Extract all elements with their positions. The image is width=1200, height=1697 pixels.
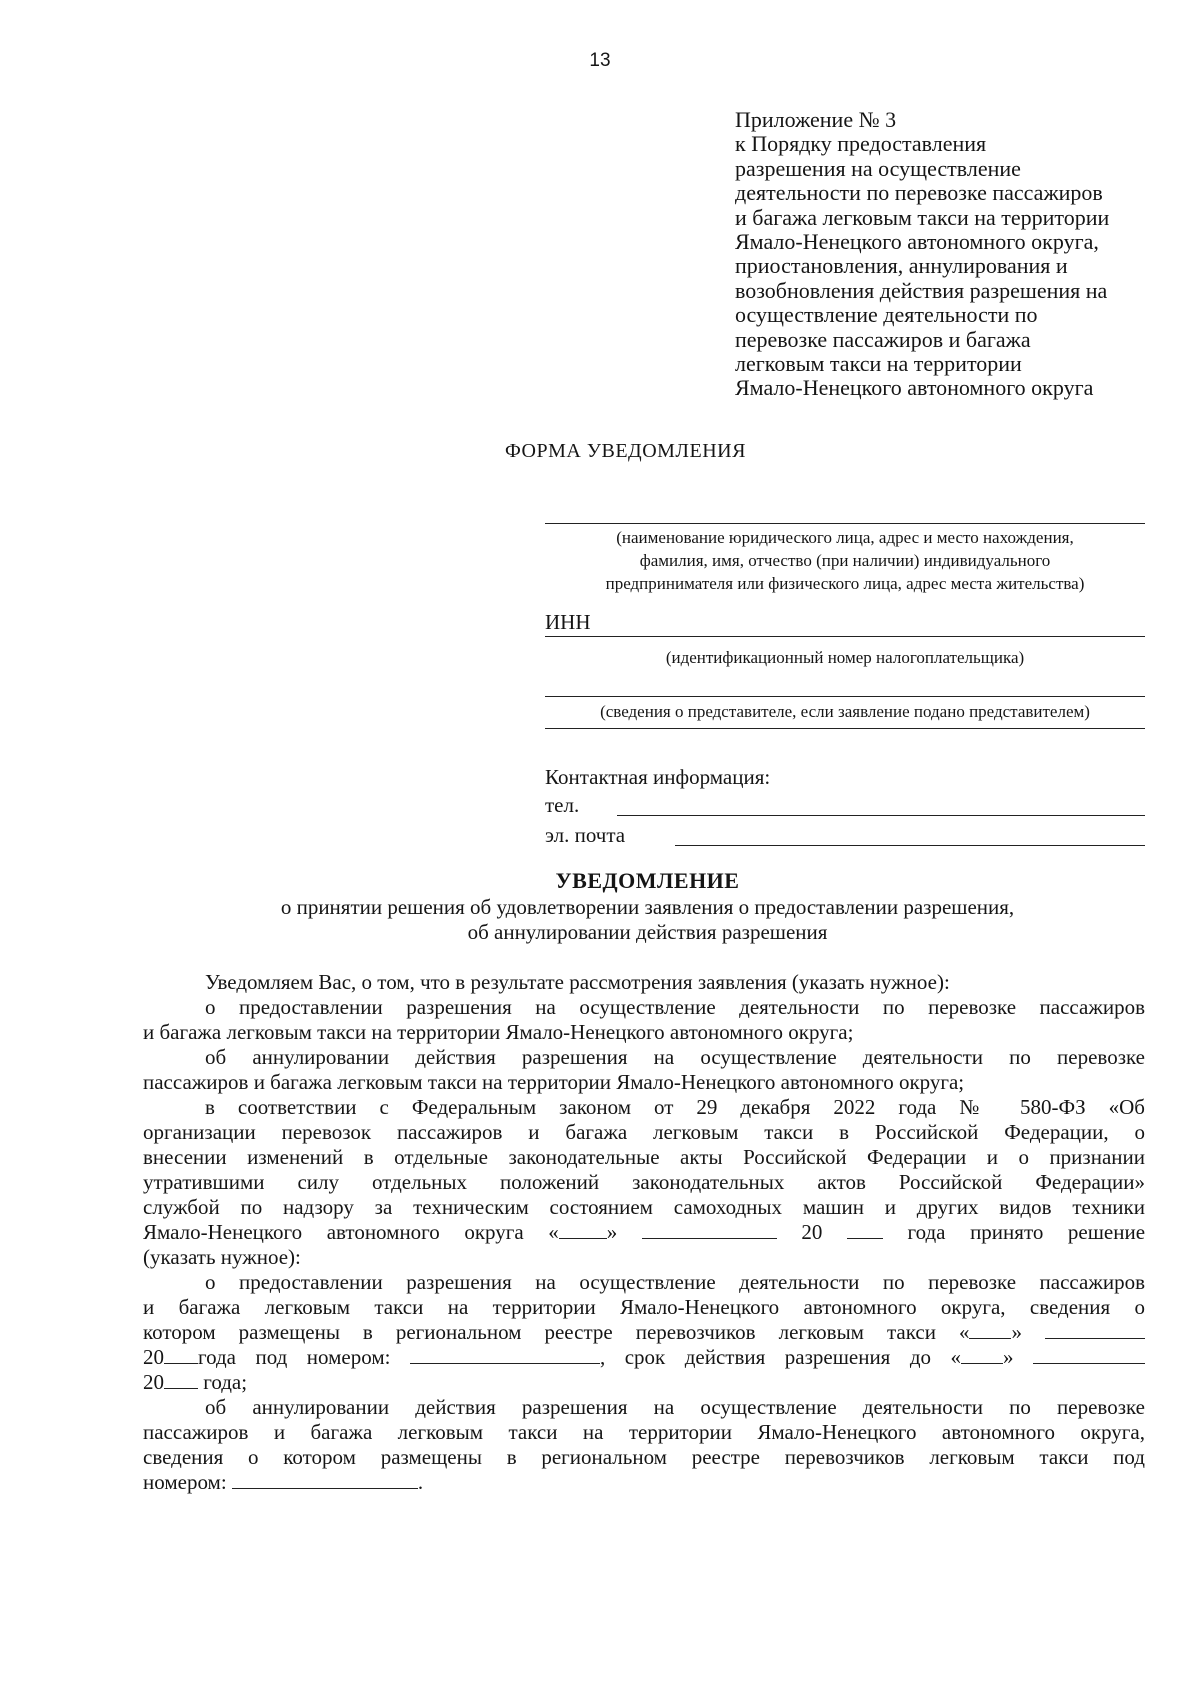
representative-bottom-rule <box>545 728 1145 729</box>
appendix-line: Ямало-Ненецкого автономного округа, <box>735 229 1099 255</box>
notice-subtitle: о принятии решения об удовлетворении заявления о предоставлении разрешения, об аннулировании действия разрешения <box>280 895 1015 944</box>
decision-grant-line: 20 года под номером: , срок действия разрешения до « » <box>143 1345 1145 1370</box>
appendix-line: перевозке пассажиров и багажа <box>735 326 1031 352</box>
option-grant-line: и багажа легковым такси на территории Ямало-Ненецкого автономного округа; <box>143 1020 854 1044</box>
law-line: организации перевозок пассажиров и багажа легковым такси в Российской Федерации, о <box>143 1120 1145 1144</box>
contact-label: Контактная информация: <box>545 765 771 789</box>
appendix-line: Ямало-Ненецкого автономного округа <box>735 375 1094 401</box>
appendix-header <box>735 108 1165 401</box>
decision-year-field[interactable] <box>847 1220 883 1239</box>
page-number: 13 <box>589 50 611 71</box>
option-grant-line: о предоставлении разрешения на осуществление деятельности по перевозке пассажиров <box>205 995 1145 1019</box>
recipient-name-field[interactable] <box>545 523 1145 524</box>
representative-field[interactable] <box>545 696 1145 697</box>
law-line: в соответствии с Федеральным законом от 29 декабря 2022 года № 580-ФЗ «Об <box>205 1095 1145 1119</box>
phone-label: тел. <box>545 793 580 817</box>
law-end-line: (указать нужное): <box>143 1245 301 1269</box>
appendix-line: и багажа легковым такси на территории <box>735 204 1110 230</box>
appendix-line: к Порядку предоставления <box>735 131 987 157</box>
inn-label: ИНН <box>545 610 591 634</box>
permit-number-field[interactable] <box>410 1345 600 1364</box>
form-title: ФОРМА УВЕДОМЛЕНИЯ <box>505 440 746 462</box>
registry-day-field[interactable] <box>969 1320 1011 1339</box>
decision-date-line: Ямало-Ненецкого автономного округа « » 20 года принято решение <box>143 1220 1146 1244</box>
notice-title: УВЕДОМЛЕНИЕ <box>555 868 740 893</box>
registry-month-field[interactable] <box>1045 1320 1145 1339</box>
decision-grant-line: и багажа легковым такси на территории Ямало-Ненецкого автономного округа, сведения о <box>143 1295 1145 1319</box>
inn-caption: (идентификационный номер налогоплательщика) <box>665 648 1025 667</box>
decision-grant-line: котором размещены в региональном реестре перевозчиков легковым такси « » <box>143 1320 1145 1345</box>
option-annul-line: пассажиров и багажа легковым такси на территории Ямало-Ненецкого автономного округа; <box>143 1070 965 1094</box>
validity-year-field[interactable] <box>164 1370 198 1389</box>
law-line: службой по надзору за техническим состоянием самоходных машин и других видов техники <box>143 1195 1145 1219</box>
registry-year-field[interactable] <box>164 1345 198 1364</box>
decision-annul-line: сведения о котором размещены в региональном реестре перевозчиков легковым такси под <box>143 1445 1145 1469</box>
annulled-permit-number-field[interactable] <box>232 1470 418 1489</box>
decision-annul-line: номером: . <box>143 1470 424 1494</box>
notice-body <box>143 970 1145 1495</box>
decision-annul-line: об аннулировании действия разрешения на осуществление деятельности по перевозке <box>205 1395 1145 1419</box>
phone-field[interactable] <box>617 815 1145 816</box>
email-field[interactable] <box>675 845 1145 846</box>
law-line: внесении изменений в отдельные законодательные акты Российской Федерации и о признании <box>143 1145 1145 1169</box>
decision-annul-line: пассажиров и багажа легковым такси на территории Ямало-Ненецкого автономного округа, <box>143 1420 1145 1444</box>
appendix-line: легковым такси на территории <box>735 351 1022 377</box>
appendix-line: Приложение № 3 <box>735 107 897 132</box>
email-label: эл. почта <box>545 823 626 847</box>
representative-caption: (сведения о представителе, если заявление подано представителем) <box>600 702 1090 721</box>
intro-line: Уведомляем Вас, о том, что в результате рассмотрения заявления (указать нужное): <box>205 970 950 994</box>
validity-month-field[interactable] <box>1033 1345 1145 1364</box>
recipient-caption: (наименование юридического лица, адрес и место нахождения, фамилия, имя, отчество (при наличии) индивидуального предпринимателя или физического лица, адрес места жительства) <box>605 528 1085 593</box>
decision-day-field[interactable] <box>559 1220 607 1239</box>
law-line: утратившими силу отдельных положений законодательных актов Российской Федерации» <box>143 1170 1145 1194</box>
appendix-line: разрешения на осуществление <box>735 155 1021 181</box>
appendix-line: осуществление деятельности по <box>735 302 1038 328</box>
appendix-line: деятельности по перевозке пассажиров <box>735 180 1103 206</box>
inn-field[interactable] <box>545 636 1145 637</box>
appendix-line: возобновления действия разрешения на <box>735 277 1108 303</box>
appendix-line: приостановления, аннулирования и <box>735 253 1068 279</box>
validity-day-field[interactable] <box>961 1345 1003 1364</box>
decision-grant-line: о предоставлении разрешения на осуществление деятельности по перевозке пассажиров <box>205 1270 1145 1294</box>
decision-grant-line: 20 года; <box>143 1370 248 1394</box>
decision-month-field[interactable] <box>642 1220 777 1239</box>
option-annul-line: об аннулировании действия разрешения на осуществление деятельности по перевозке <box>205 1045 1145 1069</box>
